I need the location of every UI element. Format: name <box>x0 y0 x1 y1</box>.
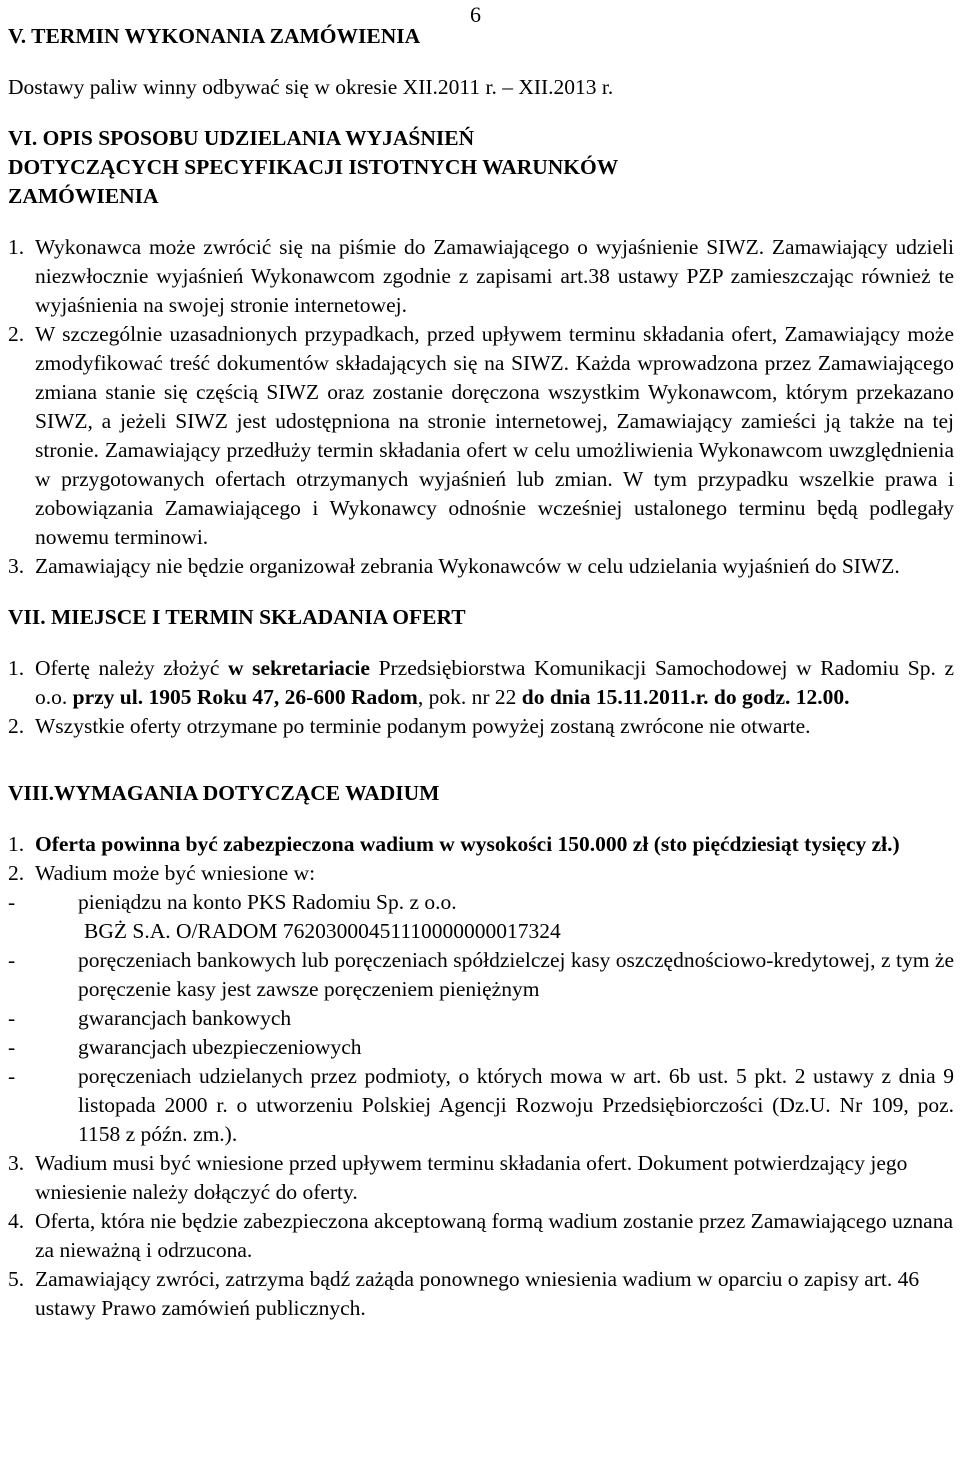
section-8-heading: VIII.WYMAGANIA DOTYCZĄCE WADIUM <box>8 781 440 805</box>
section-7-heading: VII. MIEJSCE I TERMIN SKŁADANIA OFERT <box>8 605 466 629</box>
text-run: Ofertę należy złożyć <box>35 656 228 680</box>
item-text <box>35 654 954 712</box>
section-5-heading: V. TERMIN WYKONANIA ZAMÓWIENIA <box>8 24 421 48</box>
wadium-form <box>8 946 954 1004</box>
wadium-form <box>8 1004 954 1033</box>
item-text: Oferta powinna być zabezpieczona wadium w wysokości 150.000 zł (sto pięćdziesiąt tysięcy zł.) <box>35 832 900 856</box>
section-7-item-2 <box>8 712 954 741</box>
item-number: 3. <box>8 554 25 578</box>
page-number: 6 <box>470 2 481 27</box>
section-8-item-5 <box>8 1265 954 1323</box>
item-text: Wszystkie oferty otrzymane po terminie podanym powyżej zostaną zwrócone nie otwarte. <box>35 714 811 738</box>
form-text: gwarancjach bankowych <box>78 1006 292 1030</box>
item-text: Zamawiający zwróci, zatrzyma bądź zażąda ponownego wniesienia wadium w oparciu o zapisy art. 46 ustawy Prawo zamówień publicznych. <box>35 1267 920 1320</box>
item-text: Oferta, która nie będzie zabezpieczona akceptowaną formą wadium zostanie przez Zamawiającego uznana za nieważną i odrzucona. <box>35 1209 954 1262</box>
section-6-heading: VI. OPIS SPOSOBU UDZIELANIA WYJAŚNIEŃ DOTYCZĄCYCH SPECYFIKACJI ISTOTNYCH WARUNKÓW ZAMÓWIENIA <box>8 126 618 208</box>
item-text: W szczególnie uzasadnionych przypadkach, przed upływem terminu składania ofert, Zamawiający może zmodyfikować treść dokumentów składających się na SIWZ. Każda wprowadzona przez Zamawiającego zmiana stanie się częścią SIWZ oraz zostanie doręczona wszystkim Wykonawcom, którym przekazano SIWZ, a jeżeli SIWZ jest udostępniona na stronie internetowej, Zamawiający zamieści ją także na tej stronie. Zamawiający przedłuży termin składania ofert w celu umożliwienia Wykonawcom uwzględnienia w przygotowanych ofertach otrzymanych wyjaśnień lub zmian. W tym przypadku wszelkie prawa i zobowiązania Zamawiającego i Wykonawcy odnośnie wcześniej ustalonego terminu będą podlegały nowemu terminowi. <box>35 322 954 549</box>
section-7-item-1 <box>8 654 954 712</box>
text-run: Przedsiębiorstwa Komunikacji Samochodowej w Radomiu Sp. z o.o. <box>35 656 954 709</box>
bold-run: do dnia 15.11.2011.r. do godz. 12.00. <box>521 685 850 709</box>
wadium-form <box>8 888 954 917</box>
item-number: 2. <box>8 714 25 738</box>
bank-account <box>8 917 954 946</box>
item-text: Wykonawca może zwrócić się na piśmie do Zamawiającego o wyjaśnienie SIWZ. Zamawiający udzieli niezwłocznie wyjaśnień Wykonawcom zgodnie z zapisami art.38 ustawy PZP zamieszczając również te wyjaśnienia na swojej stronie internetowej. <box>35 235 954 317</box>
dash-mark: - <box>8 1064 16 1088</box>
form-text: pieniądzu na konto PKS Radomiu Sp. z o.o. <box>78 890 457 914</box>
text-run: , pok. nr 22 <box>417 685 522 709</box>
dash-mark: - <box>8 948 16 972</box>
section-8-item-2 <box>8 859 954 888</box>
item-text: Wadium może być wniesione w: <box>35 861 316 885</box>
form-text: poręczeniach bankowych lub poręczeniach spółdzielczej kasy oszczędnościowo-kredytowej, z tym że poręczenie kasy jest zawsze poręczeniem pieniężnym <box>78 948 954 1001</box>
form-text: poręczeniach udzielanych przez podmioty, o których mowa w art. 6b ust. 5 pkt. 2 ustawy z dnia 9 listopada 2000 r. o utworzeniu Polskiej Agencji Rozwoju Przedsiębiorczości (Dz.U. Nr 109, poz. 1158 z późn. zm.). <box>78 1064 954 1146</box>
section-8-item-3 <box>8 1149 954 1207</box>
wadium-form <box>8 1062 954 1149</box>
bold-run: przy ul. 1905 Roku 47, 26-600 Radom <box>72 685 418 709</box>
item-number: 4. <box>8 1209 25 1233</box>
section-8-item-1 <box>8 830 954 859</box>
item-number: 1. <box>8 832 25 856</box>
dash-mark: - <box>8 1006 16 1030</box>
form-text: BGŻ S.A. O/RADOM 76203000451110000000017324 <box>84 919 561 943</box>
section-6-item-2 <box>8 320 954 552</box>
item-number: 1. <box>8 656 25 680</box>
item-number: 1. <box>8 235 25 259</box>
item-text: Zamawiający nie będzie organizował zebrania Wykonawców w celu udzielania wyjaśnień do SIWZ. <box>35 554 900 578</box>
section-6-item-1 <box>8 233 954 320</box>
section-8-item-4 <box>8 1207 954 1265</box>
dash-mark: - <box>8 890 16 914</box>
section-6-item-3 <box>8 552 954 581</box>
item-number: 3. <box>8 1151 25 1175</box>
item-number: 5. <box>8 1267 25 1291</box>
item-text: Wadium musi być wniesione przed upływem terminu składania ofert. Dokument potwierdzający jego wniesienie należy dołączyć do oferty. <box>35 1151 908 1204</box>
form-text: gwarancjach ubezpieczeniowych <box>78 1035 362 1059</box>
section-5-text: Dostawy paliw winny odbywać się w okresie XII.2011 r. – XII.2013 r. <box>8 75 614 99</box>
document-body <box>8 22 954 1323</box>
dash-mark <box>8 917 78 946</box>
bold-run: w sekretariacie <box>227 656 370 680</box>
wadium-form <box>8 1033 954 1062</box>
item-number: 2. <box>8 861 25 885</box>
dash-mark: - <box>8 1035 16 1059</box>
item-number: 2. <box>8 322 25 346</box>
